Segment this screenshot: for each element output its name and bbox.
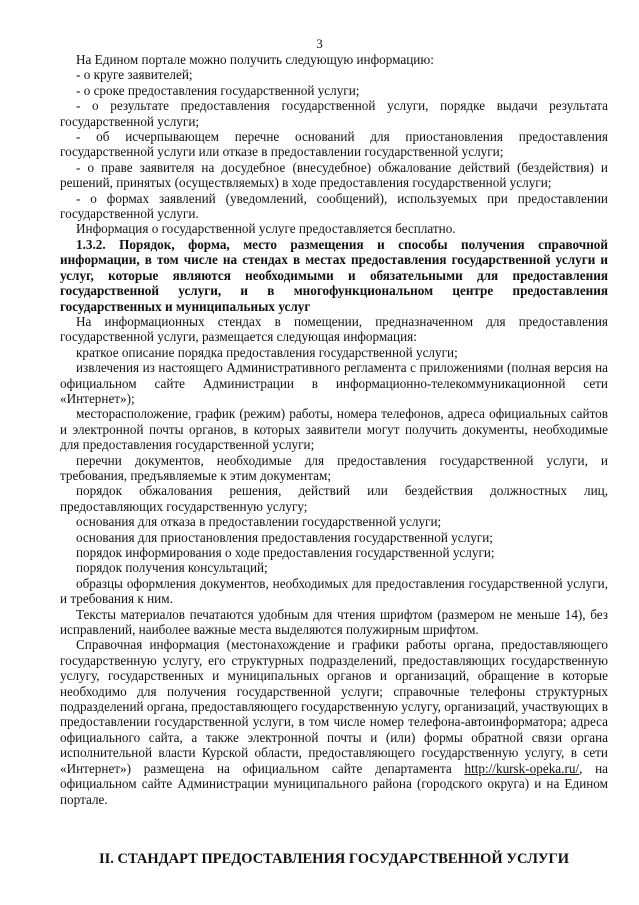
section-heading: II. СТАНДАРТ ПРЕДОСТАВЛЕНИЯ ГОСУДАРСТВЕННОЙ УСЛУГИ [98, 851, 570, 867]
list-item: образцы оформления документов, необходимых для предоставления государственной услуги, и требования к ним. [60, 575, 608, 607]
list-item: извлечения из настоящего Административного регламента с приложениями (полная версия на официальном сайте Администрации в информационно-телекоммуникационной сети «Интернет»); [60, 360, 608, 406]
list-item: - о круге заявителей; [76, 67, 193, 83]
list-item: основания для отказа в предоставлении государственной услуги; [76, 514, 442, 530]
list-item: порядок информирования о ходе предоставления государственной услуги; [76, 545, 495, 560]
list-item: - об исчерпывающем перечне оснований для приостановления предоставления государственной услуги или отказе в предоставлении государственной услуги; [60, 129, 608, 160]
list-item: порядок получения консультаций; [76, 560, 268, 576]
list-item: краткое описание порядка предоставления государственной услуги; [76, 344, 458, 360]
subsection-heading: 1.3.2. Порядок, форма, место размещения и способы получения справочной информации, в том числе на стендах в местах предоставления государственной услуги и услуг, которые являются необходимыми и обязательными для предоставления государственной услуги, и в многофункциональном центре предоставления государственных и муниципальных услуг [60, 236, 608, 314]
paragraph: На Едином портале можно получить следующую информацию: [76, 52, 434, 67]
paragraph: Информация о государственной услуге предоставляется бесплатно. [76, 221, 456, 237]
list-item: - о сроке предоставления государственной услуги; [76, 82, 360, 98]
paragraph: Тексты материалов печатаются удобным для чтения шрифтом (размером не меньше 14), без исправлений, наиболее важные места выделяются полужирным шрифтом. [60, 606, 608, 638]
list-item: - о формах заявлений (уведомлений, сообщений), используемых при предоставлении государственной услуги. [60, 190, 608, 222]
reference-text-end: , на официальном сайте Администрации муниципального района (городского округа) и на Едином портале. [60, 760, 608, 807]
document-body [60, 52, 608, 807]
list-item: - о праве заявителя на досудебное (внесудебное) обжалование действий (бездействия) и решений, принятых (осуществляемых) в ходе предоставления государственной услуги; [60, 159, 608, 191]
list-item: перечни документов, необходимые для предоставления государственной услуги, и требования, предъявляемые к этим документам; [60, 452, 608, 483]
reference-text: Справочная информация (местонахождение и графики работы органа, предоставляющего государственную услугу, его структурных подразделений, предоставляющих государственную услугу, государственных и муниципальных органов и организаций, обращение в которые необходимо для получения государственной услуги; справочные телефоны структурных подразделений органа, предоставляющего государственную услугу, организаций, участвующих в предоставлении государственной услуги, в том числе номер телефона-автоинформатора; адреса официального сайта, а также электронной почты и (или) формы обратной связи органа исполнительной власти Курской области, предоставляющего государственную услугу, в сети «Интернет») размещена на официальном сайте департамента [60, 637, 608, 776]
list-item: порядок обжалования решения, действий или бездействия должностных лиц, предоставляющих государственную услугу; [60, 483, 608, 514]
department-website-link[interactable]: http://kursk-opeka.ru/ [464, 760, 580, 776]
list-item: месторасположение, график (режим) работы, номера телефонов, адреса официальных сайтов и электронной почты органов, в которых заявители могут получить документы, необходимые для предоставления государственной услуги; [60, 406, 608, 453]
reference-paragraph [60, 637, 608, 806]
paragraph: На информационных стендах в помещении, предназначенном для предоставления государственной услуги, размещается следующая информация: [60, 313, 608, 345]
list-item: - о результате предоставления государственной услуги, порядке выдачи результата государственной услуги; [60, 98, 608, 129]
page-number: 3 [316, 36, 323, 51]
list-item: основания для приостановления предоставления государственной услуги; [76, 529, 493, 545]
